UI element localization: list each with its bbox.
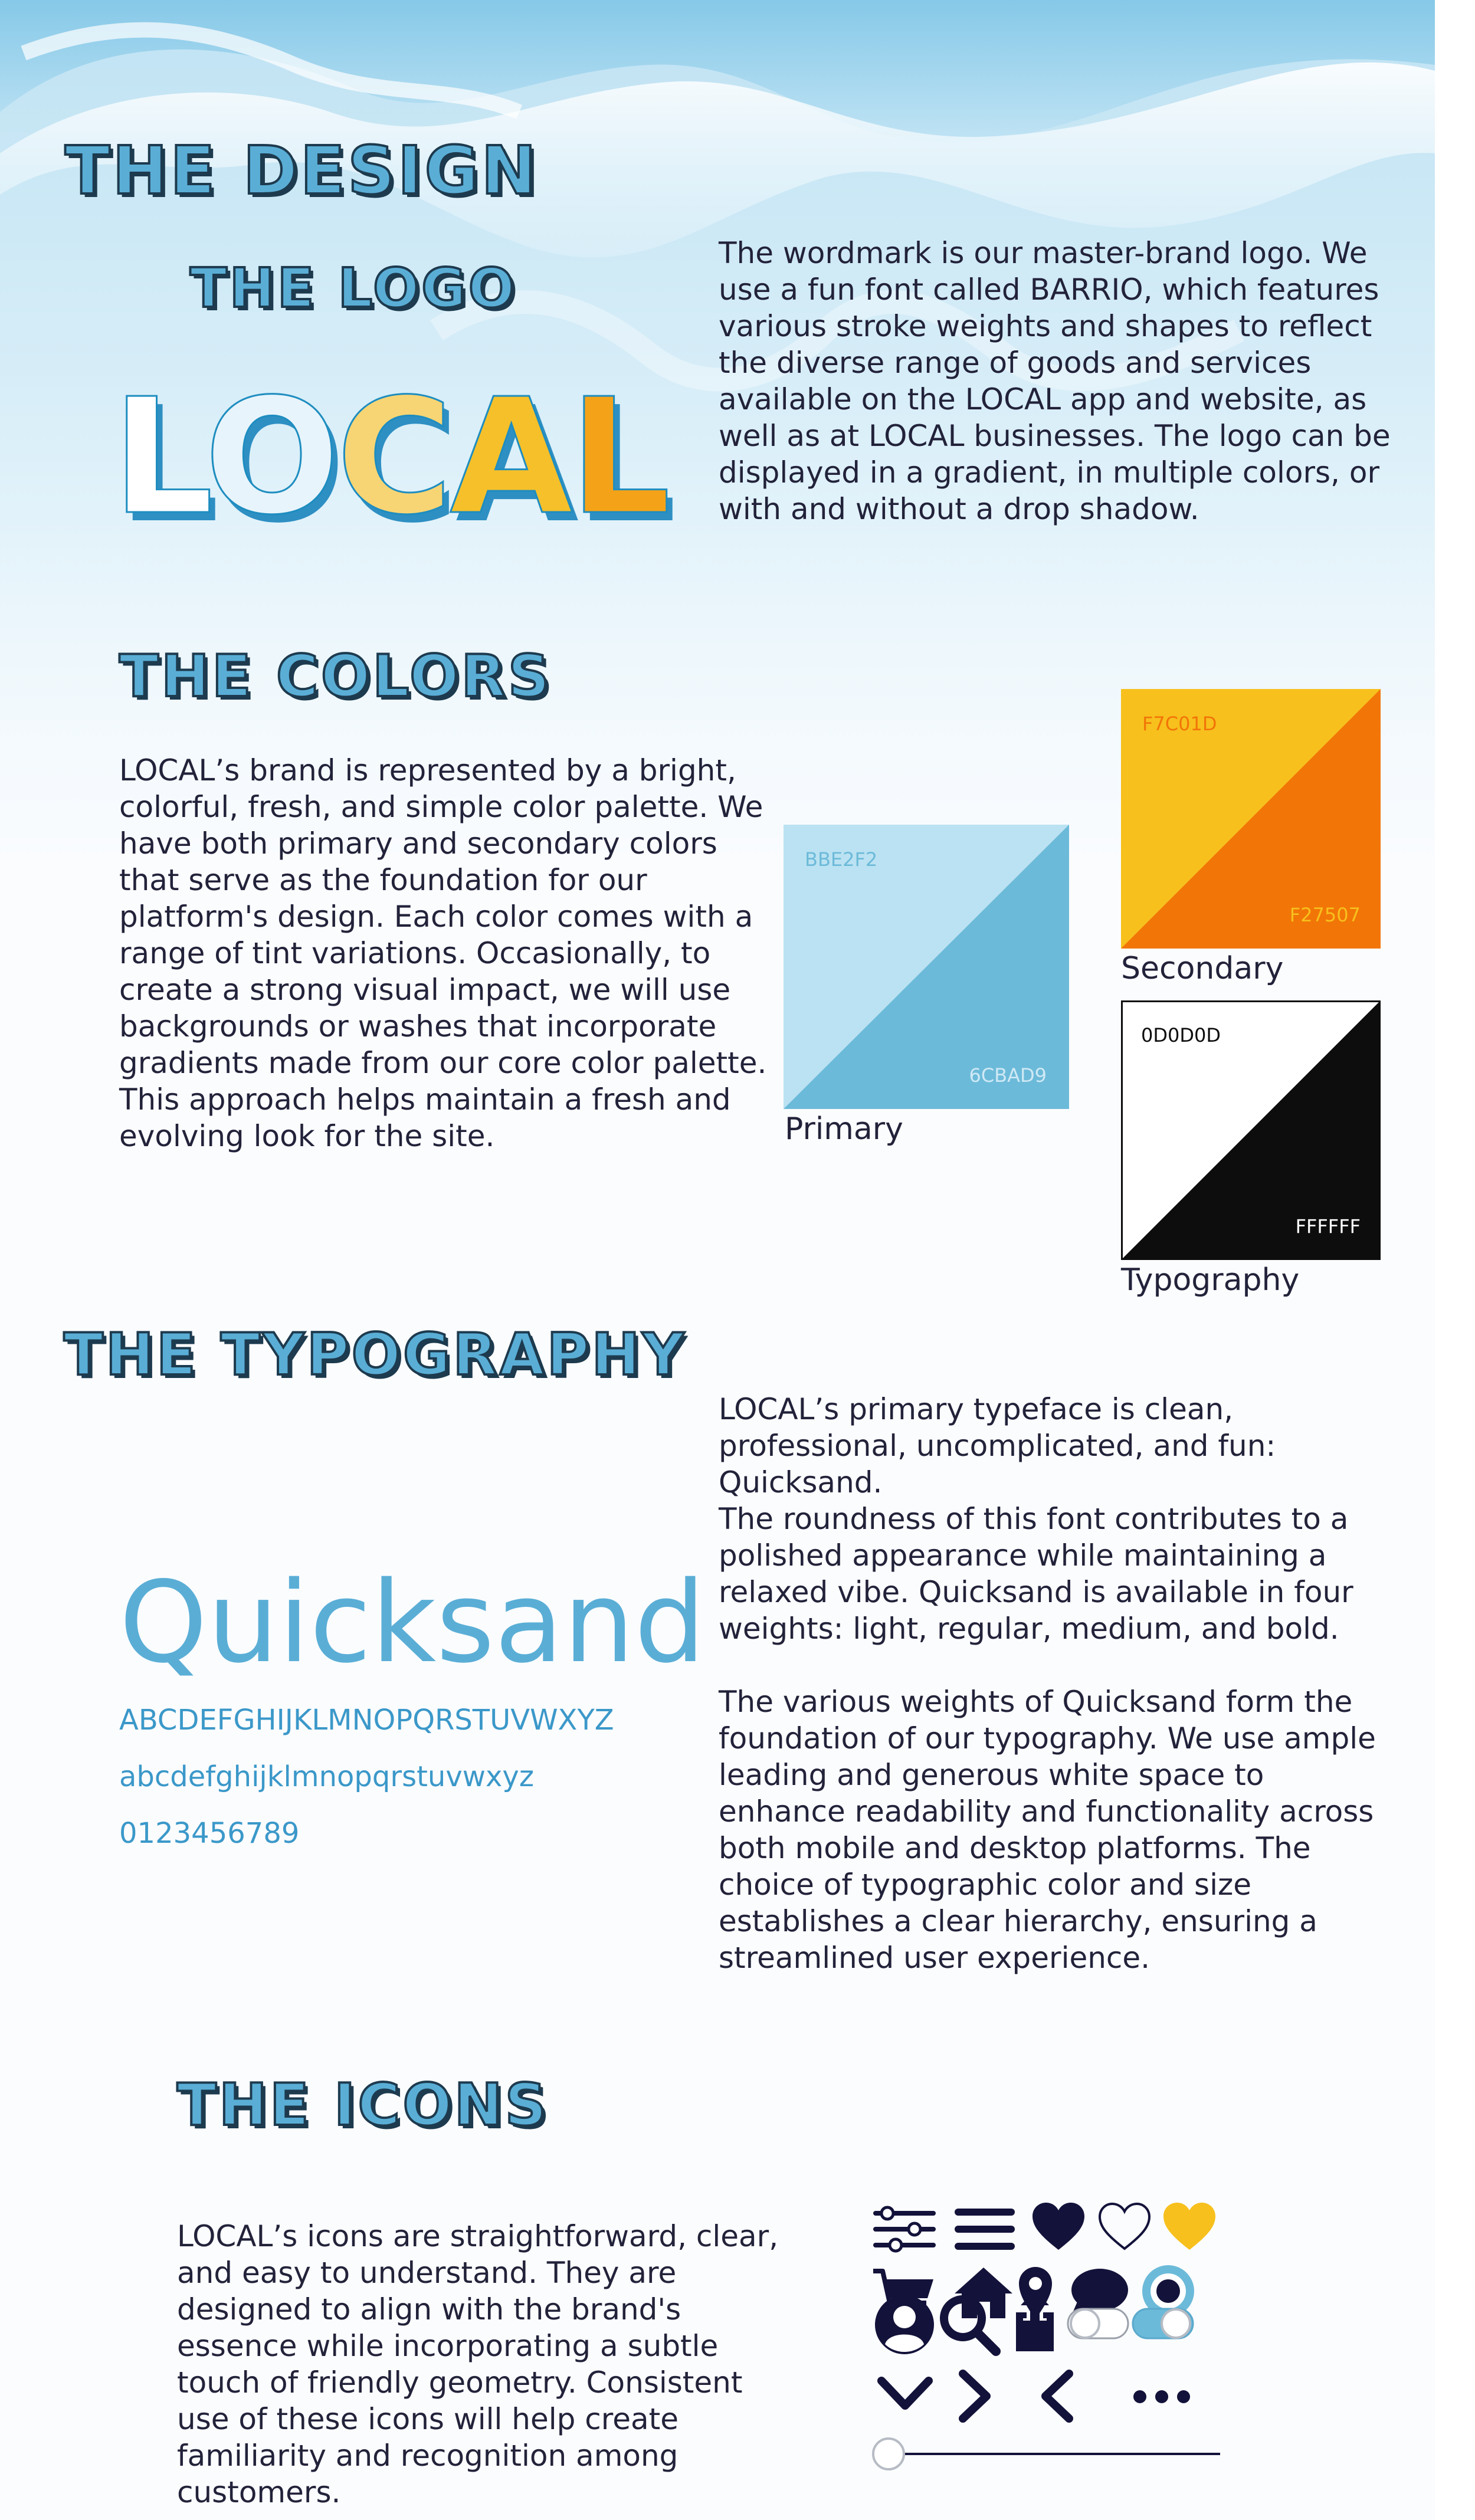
logo-description: The wordmark is our master-brand logo. We use a fun font called BARRIO, which features various stroke weights and shapes to reflect the diverse range of goods and services available on the LOCAL app and website, as well as at LOCAL businesses. The logo can be displayed in a gradient, in multiple colors, or with and without a drop shadow. — [719, 236, 1391, 526]
toggle-on-icon[interactable] — [1130, 2304, 1195, 2343]
design-heading: THE DESIGN — [65, 133, 539, 209]
logo-letter-c: C — [336, 364, 450, 550]
logo-letter-o: O — [204, 364, 336, 550]
primary-hex-dark: 6CBAD9 — [969, 1064, 1047, 1087]
slider-icon[interactable] — [870, 2435, 1224, 2473]
secondary-hex-orange: F27507 — [1289, 904, 1361, 926]
right-margin-strip — [1435, 0, 1475, 2520]
typography-heading: THE TYPOGRAPHY — [64, 1321, 687, 1389]
typeface-sample-name: Quicksand — [119, 1557, 706, 1688]
icons-heading: THE ICONS — [177, 2072, 549, 2139]
secondary-hex-yellow: F7C01D — [1142, 713, 1217, 735]
logo-letter-a: A — [450, 364, 570, 550]
heart-filled-icon[interactable] — [1031, 2201, 1086, 2252]
typography-label: Typography — [1121, 1262, 1300, 1298]
primary-hex-light: BBE2F2 — [805, 848, 878, 871]
secondary-label: Secondary — [1121, 951, 1284, 986]
primary-color-swatch — [784, 825, 1069, 1109]
typeface-uppercase-sample: ABCDEFGHIJKLMNOPQRSTUVWXYZ — [119, 1704, 614, 1737]
menu-icon[interactable] — [953, 2206, 1016, 2252]
logo-letter-l2: L — [569, 364, 668, 550]
chevron-right-icon[interactable] — [953, 2368, 995, 2424]
primary-label: Primary — [785, 1111, 903, 1147]
chevron-down-icon[interactable] — [876, 2373, 935, 2414]
filter-icon[interactable] — [872, 2205, 937, 2253]
more-dots-icon[interactable] — [1130, 2387, 1193, 2407]
typeface-digits-sample: 0123456789 — [119, 1817, 300, 1850]
chevron-left-icon[interactable] — [1037, 2368, 1079, 2424]
icons-description: LOCAL’s icons are straightforward, clear, and easy to understand. They are designed to align with the brand's essence while incorporating a subtle touch of friendly geometry. Consistent use of these icons will help create familiarity and recognition among customers. — [177, 2219, 779, 2509]
colors-heading: THE COLORS — [119, 643, 552, 710]
secondary-color-swatch — [1121, 689, 1381, 949]
user-profile-icon[interactable] — [872, 2292, 937, 2357]
colors-description: LOCAL’s brand is represented by a bright, colorful, fresh, and simple color palette. We have both primary and secondary colors that serve as the foundation for our platform's design. Each color comes with a range of tint variations. Occasionally, to create a strong visual impact, we will use backgrounds or washes that incorporate gradients made from our core color palette. This approach helps maintain a fresh and evolving look for the site. — [119, 753, 767, 1153]
typography-color-swatch — [1121, 1000, 1381, 1260]
typeface-lowercase-sample: abcdefghijklmnopqrstuvwxyz — [119, 1760, 535, 1793]
heart-yellow-icon[interactable] — [1162, 2201, 1217, 2252]
logo-heading: THE LOGO — [190, 257, 517, 320]
typography-hex-black: 0D0D0D — [1141, 1024, 1221, 1046]
local-wordmark-logo — [112, 364, 668, 550]
share-upload-icon[interactable] — [1010, 2288, 1060, 2354]
typography-description: LOCAL’s primary typeface is clean, professional, uncomplicated, and fun: Quicksand. The roundness of this font contributes to a polished appearance while maintaining a relaxed vibe. Quicksand is available in four weights: light, regular, medium, and bold. The various weights of Quicksand form the foundation of our typography. We use ample leading and generous white space to enhance readability and functionality across both mobile and desktop platforms. The choice of typographic color and size establishes a clear hierarchy, ensuring a streamlined user experience. — [719, 1392, 1376, 1975]
toggle-off-icon[interactable] — [1066, 2304, 1130, 2343]
heart-outline-icon[interactable] — [1097, 2201, 1152, 2252]
typography-hex-white: FFFFFF — [1295, 1215, 1361, 1238]
logo-letter-l1: L — [112, 364, 205, 550]
search-icon[interactable] — [937, 2292, 1001, 2357]
